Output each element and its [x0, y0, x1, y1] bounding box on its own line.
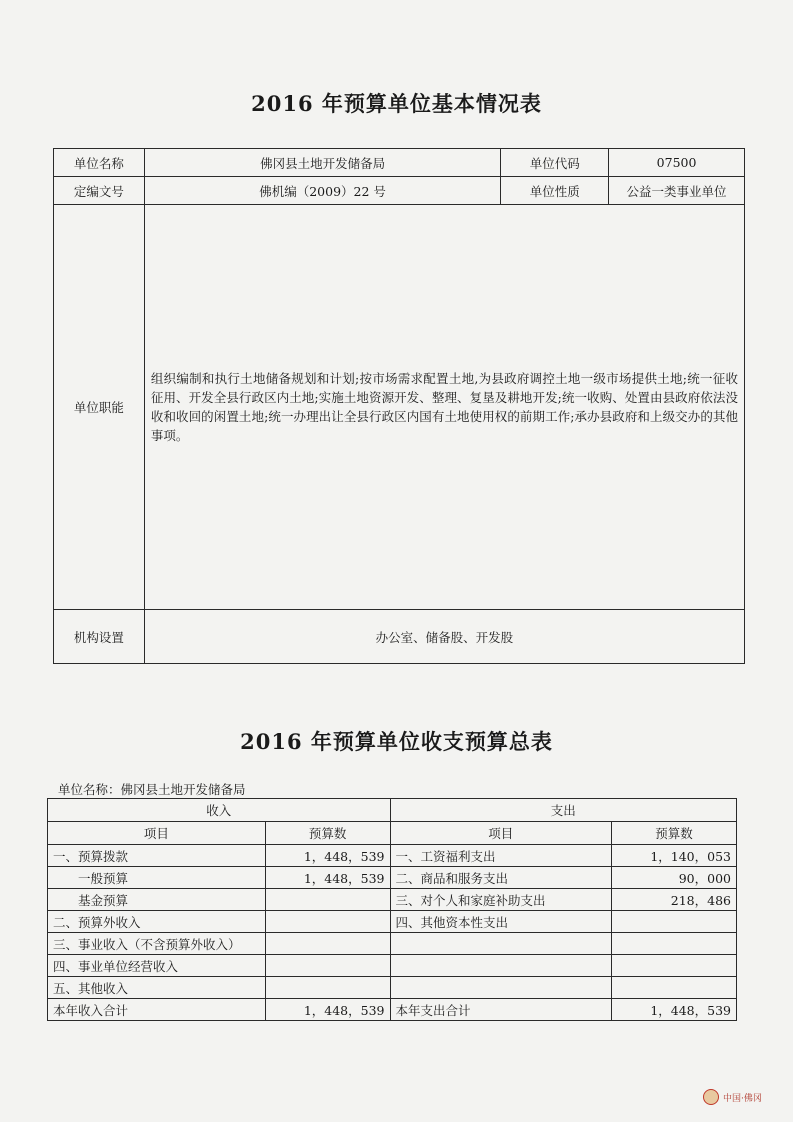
- basic-info-title: 2016 年预算单位基本情况表: [251, 91, 542, 116]
- watermark-logo: [703, 1089, 762, 1105]
- unit-name-value: 佛冈县土地开发储备局: [144, 149, 500, 177]
- expense-header: 支出: [390, 799, 737, 822]
- expense-amount: [612, 955, 737, 977]
- budget-summary-table: [47, 798, 737, 1021]
- income-item: 二、预算外收入: [48, 911, 266, 933]
- income-item: 基金预算: [48, 889, 266, 911]
- income-item: 三、事业收入（不含预算外收入）: [48, 933, 266, 955]
- table-row: [48, 911, 737, 933]
- expense-item: [390, 977, 612, 999]
- unit-type-value: 公益一类事业单位: [609, 177, 745, 205]
- total-row: [48, 999, 737, 1021]
- expense-amount: 218，486: [612, 889, 737, 911]
- table-row: [48, 933, 737, 955]
- expense-item: 四、其他资本性支出: [390, 911, 612, 933]
- income-amount-col-header: 预算数: [265, 822, 390, 845]
- table-row: [48, 977, 737, 999]
- income-amount: [265, 977, 390, 999]
- income-amount: [265, 933, 390, 955]
- org-text: 办公室、储备股、开发股: [144, 610, 744, 664]
- expense-item-col-header: 项目: [390, 822, 612, 845]
- watermark-text: 中国·佛冈: [723, 1093, 762, 1104]
- income-item-col-header: 项目: [48, 822, 266, 845]
- income-amount: [265, 889, 390, 911]
- expense-amount: [612, 977, 737, 999]
- total-income-value: 1，448，539: [265, 999, 390, 1021]
- basic-info-table: [53, 148, 745, 664]
- income-item: 五、其他收入: [48, 977, 266, 999]
- expense-item: 一、工资福利支出: [390, 845, 612, 867]
- income-amount: 1，448，539: [265, 845, 390, 867]
- function-text: 组织编制和执行土地储备规划和计划;按市场需求配置土地,为县政府调控土地一级市场提供土地;统一征收征用、开发全县行政区内土地;实施土地资源开发、整理、复垦及耕地开发;统一收购、处置由县政府依法没收和收回的闲置土地;统一办理出让全县行政区内国有土地使用权的前期工作;承办县政府和上级交办的其他事项。: [144, 205, 744, 610]
- total-expense-value: 1，448，539: [612, 999, 737, 1021]
- expense-item: [390, 933, 612, 955]
- unit-type-label: 单位性质: [501, 177, 609, 205]
- expense-amount: 1，140，053: [612, 845, 737, 867]
- unit-code-label: 单位代码: [501, 149, 609, 177]
- table-row: [48, 845, 737, 867]
- budget-summary-title: 2016 年预算单位收支预算总表: [240, 729, 553, 754]
- expense-amount: [612, 911, 737, 933]
- income-item: 一般预算: [48, 867, 266, 889]
- table-row: [48, 889, 737, 911]
- income-amount: [265, 955, 390, 977]
- income-item: 四、事业单位经营收入: [48, 955, 266, 977]
- total-income-label: 本年收入合计: [48, 999, 266, 1021]
- expense-item: 二、商品和服务支出: [390, 867, 612, 889]
- total-expense-label: 本年支出合计: [390, 999, 612, 1021]
- org-label: 机构设置: [54, 610, 145, 664]
- income-amount: 1，448，539: [265, 867, 390, 889]
- seal-icon: [703, 1089, 719, 1105]
- expense-amount-col-header: 预算数: [612, 822, 737, 845]
- income-amount: [265, 911, 390, 933]
- table-row: [48, 955, 737, 977]
- income-item: 一、预算拨款: [48, 845, 266, 867]
- function-label: 单位职能: [54, 205, 145, 610]
- unit-code-value: 07500: [609, 149, 745, 177]
- expense-item: [390, 955, 612, 977]
- doc-no-value: 佛机编（2009）22 号: [144, 177, 500, 205]
- budget-unit-line: 单位名称：佛冈县土地开发储备局: [58, 782, 246, 797]
- doc-no-label: 定编文号: [54, 177, 145, 205]
- expense-item: 三、对个人和家庭补助支出: [390, 889, 612, 911]
- unit-name-label: 单位名称: [54, 149, 145, 177]
- income-header: 收入: [48, 799, 391, 822]
- expense-amount: [612, 933, 737, 955]
- expense-amount: 90，000: [612, 867, 737, 889]
- table-row: [48, 867, 737, 889]
